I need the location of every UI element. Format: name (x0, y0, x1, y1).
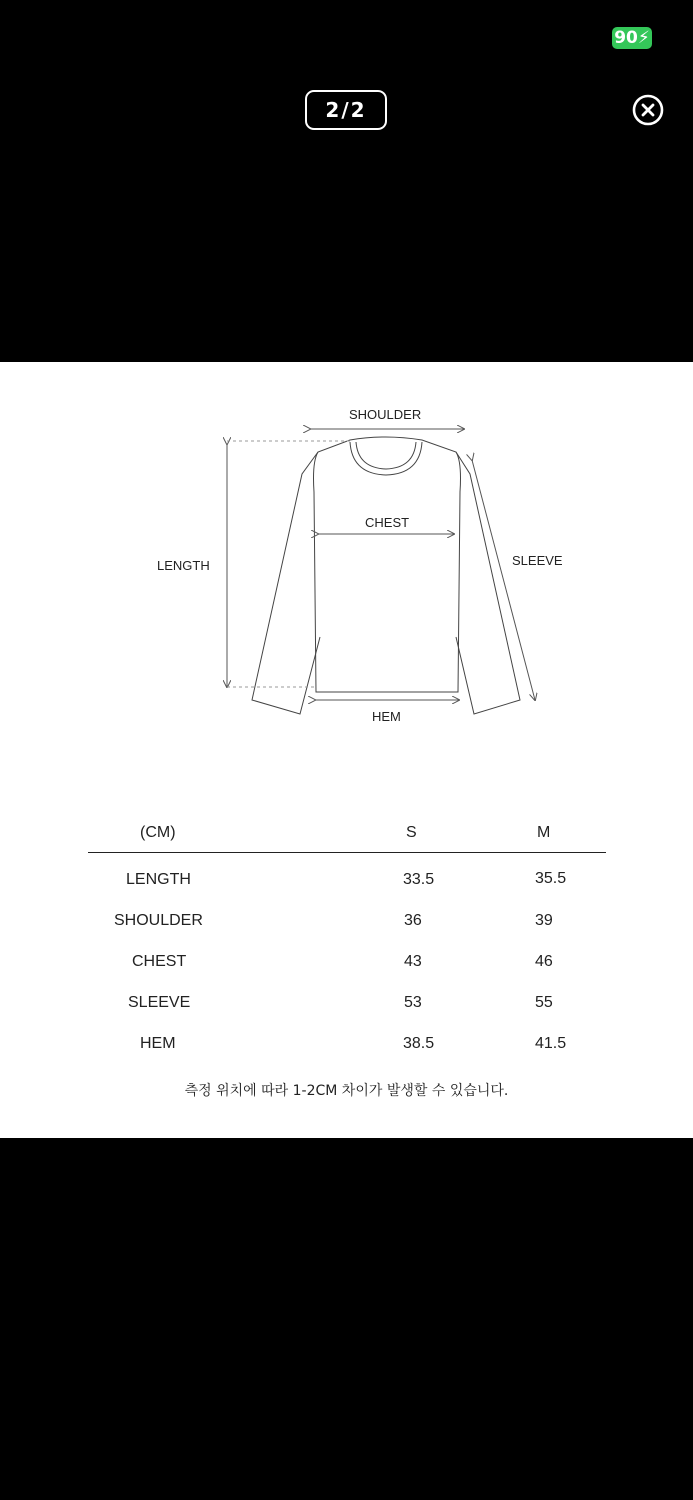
size-m-header: M (537, 824, 551, 841)
sleeve-label: SLEEVE (512, 553, 563, 568)
row-value-m: 35.5 (535, 870, 567, 887)
row-label: CHEST (132, 953, 187, 970)
close-icon[interactable] (632, 94, 664, 126)
row-value-s: 36 (404, 912, 422, 929)
row-label: LENGTH (126, 871, 191, 888)
product-size-image (0, 362, 693, 1138)
page-counter: 2/2 (305, 90, 387, 130)
shoulder-label: SHOULDER (349, 407, 422, 422)
chest-label: CHEST (365, 515, 410, 530)
table-divider (88, 852, 606, 853)
row-value-m: 55 (535, 994, 553, 1011)
row-label: HEM (140, 1035, 176, 1052)
size-s-header: S (406, 824, 417, 841)
row-value-m: 46 (535, 953, 553, 970)
row-label: SLEEVE (128, 994, 191, 1011)
garment-measurement-diagram (0, 362, 693, 782)
battery-indicator: 90⚡ (612, 27, 652, 49)
row-value-s: 33.5 (403, 871, 435, 888)
row-value-m: 41.5 (535, 1035, 567, 1052)
row-value-m: 39 (535, 912, 553, 929)
row-value-s: 53 (404, 994, 422, 1011)
measurement-note: 측정 위치에 따라 1-2CM 차이가 발생할 수 있습니다. (184, 1083, 509, 1099)
row-value-s: 38.5 (403, 1035, 435, 1052)
row-label: SHOULDER (114, 912, 203, 929)
hem-label: HEM (372, 709, 401, 724)
row-value-s: 43 (404, 953, 422, 970)
unit-header: (CM) (140, 824, 176, 841)
length-label: LENGTH (157, 558, 210, 573)
